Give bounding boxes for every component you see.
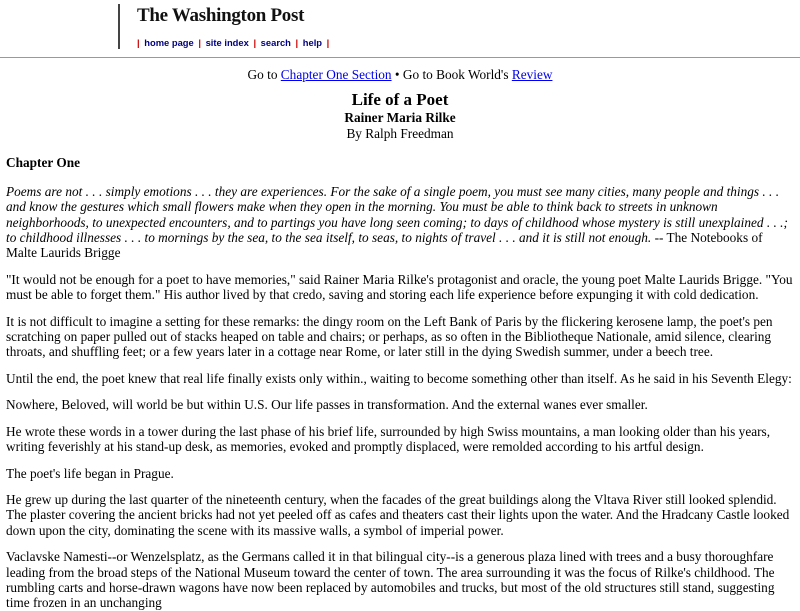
review-link[interactable]: Review (511, 67, 553, 82)
chapter-heading: Chapter One (6, 155, 80, 171)
nav-help-link[interactable]: help (302, 37, 323, 48)
header-rule (0, 57, 800, 58)
book-byline: By Ralph Freedman (346, 126, 454, 142)
paragraph: He grew up during the last quarter of the nineteenth century, when the facades of the great buildings along the Vltava River still looked splendid. The plaster covering the ancient bricks had not yet peeled off as cafes and theaters cast their lights upon the water. And the Hradcany Castle looked down upon the city, dominating the scene with its massive walls, a symbol of imperial power. (6, 491, 790, 538)
paragraph: It is not difficult to imagine a setting for these remarks: the dingy room on the Left Bank of Paris by the flickering kerosene lamp, the poet's pen scratching on paper pulled out of stacks heaped on table and chairs; or perhaps, as so often in the Bibliotheque Nationale, amid silence, clearing throats, and shuffling feet; or a few years later in a cottage near Rome, or later still in the dying Swedish summer, under a beech tree. (6, 313, 773, 360)
paragraph: He wrote these words in a tower during the last phase of his brief life, surrounded by high Swiss mountains, a man looking older than his years, writing feverishly at his stand-up desk, as memories, evoked and promptly displaced, were remolded according to his artful design. (6, 423, 771, 455)
nav-search-link[interactable]: search (260, 37, 291, 48)
nav-separator: | (198, 37, 201, 48)
nav-site-index-link[interactable]: site index (205, 37, 249, 48)
chapter-one-section-link[interactable]: Chapter One Section (280, 67, 392, 82)
masthead (0, 0, 800, 58)
masthead-divider (118, 4, 120, 49)
book-subject: Rainer Maria Rilke (344, 110, 456, 126)
epigraph-quote: Poems are not . . . simply emotions . . . they are experiences. For the sake of a single poem, you must see many cities, many people and things . . . and know the gestures which small flowers make when they open in the morning. You must be able to think back to streets in unknown neighborhoods, to unexpected encounters, and to partings you have long seen coming; to days of childhood whose mystery is still unexplained . . .; to childhood illnesses . . . to mornings by the sea, to the sea itself, to seas, to nights of travel . . . and it is still not enough. (6, 183, 788, 246)
paragraph: Vaclavske Namesti--or Wenzelsplatz, as the Germans called it in that bilingual city--is a generous plaza lined with trees and a busy thoroughfare leading from the broad steps of the National Museum toward the center of town. The area surrounding it was the focus of Rilke's childhood. The rumbling carts and horse-drawn wagons have now been replaced by automobiles and trucks, but most of the old structures still stand, suggesting time frozen in an unchanging (6, 549, 775, 611)
goto-bar (0, 67, 800, 82)
washington-post-logo[interactable]: The Washington Post (137, 5, 305, 26)
epigraph-source: -- The Notebooks of Malte Laurids Brigge (6, 230, 763, 261)
paragraph: Nowhere, Beloved, will world be but within U.S. Our life passes in transformation. And the external wanes ever smaller. (6, 397, 648, 413)
site-nav (137, 35, 331, 50)
nav-home-page-link[interactable]: home page (144, 37, 194, 48)
chapter-content (0, 155, 800, 610)
nav-separator: | (326, 37, 330, 48)
book-title: Life of a Poet (351, 90, 449, 110)
nav-separator: | (137, 37, 140, 48)
paragraph: The poet's life began in Prague. (6, 465, 174, 481)
epigraph (6, 184, 794, 261)
paragraph: Until the end, the poet knew that real life finally exists only within., waiting to become something other than itself. As he said in his Seventh Elegy: (6, 370, 792, 386)
goto-middle-text: • Go to Book World's (391, 67, 512, 82)
book-title-block (0, 90, 800, 142)
goto-prefix: Go to (247, 67, 281, 82)
nav-separator: | (295, 37, 299, 48)
nav-separator: | (253, 37, 257, 48)
paragraph: "It would not be enough for a poet to have memories," said Rainer Maria Rilke's protagonist and oracle, the young poet Malte Laurids Brigge. "You must be able to forget them." His author lived by that credo, saving and storing each life experience before expunging it with cold dedication. (6, 271, 793, 303)
